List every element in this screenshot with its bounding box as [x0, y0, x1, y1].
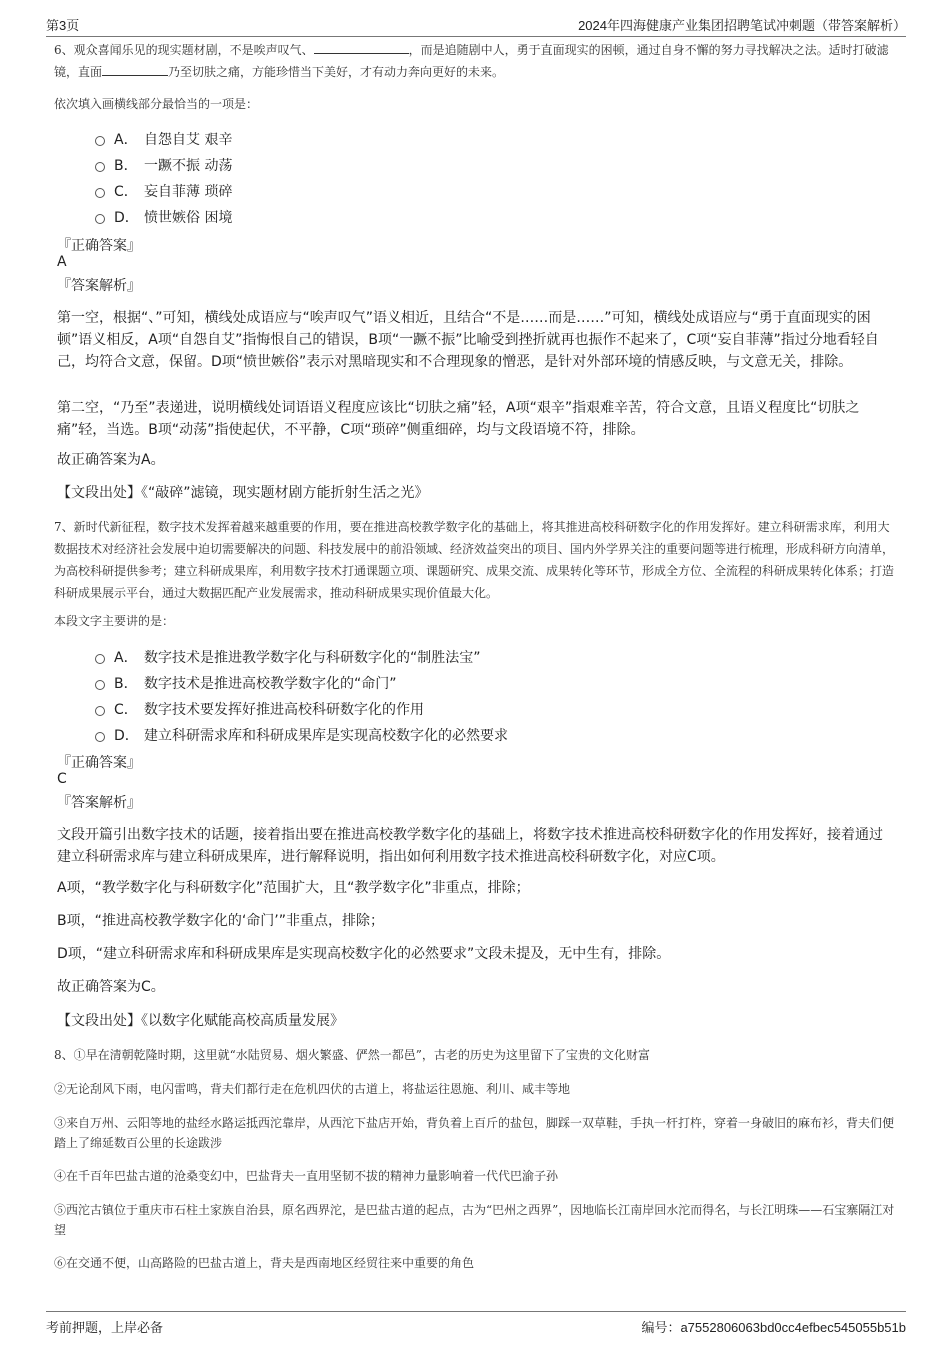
q6-conclusion: 故正确答案为A。	[57, 452, 165, 468]
page-footer	[46, 1311, 906, 1338]
q7-answer: C	[57, 771, 67, 787]
q6-blank-1	[314, 39, 409, 54]
q8-item-2: ②无论刮风下雨，电闪雷鸣，背夫们都行走在危机四伏的古道上，将盐运往恩施、利川、咸丰等地	[54, 1082, 571, 1096]
q6-option-a[interactable]: A． 自怨自艾 艰辛	[95, 126, 232, 152]
q7-analysis-1: 文段开篇引出数字技术的话题，接着指出要在推进高校教学数字化的基础上，将数字技术推进高校科研数字化的作用发挥好，接着通过建立科研需求库与建立科研成果库，进行解释说明，指出如何利用数字技术推进高校科研数字化，对应C项。	[57, 827, 883, 865]
q6-option-d[interactable]: D． 愤世嫉俗 困境	[95, 204, 232, 230]
q8-item-4: ④在千百年巴盐古道的沧桑变幻中，巴盐背夫一直用坚韧不拔的精神力量影响着一代代巴渝子孙	[54, 1169, 559, 1183]
q7-conclusion: 故正确答案为C。	[57, 979, 165, 995]
q6-analysis-1: 第一空，根据“、”可知，横线处成语应与“唉声叹气”语义相近，且结合“不是……而是……”可知，横线处成语应与“勇于直面现实的困顿”语义相反，A项“自怨自艾”指悔恨自己的错误，B项“一蹶不振”比喻受到挫折就再也振作不起来了，C项“妄自菲薄”指过分地看轻自己，均符合文意，保留。D项“愤世嫉俗”表示对黑暗现实和不合理现象的憎恶，是针对外部环境的情感反映，与文意无关，排除。	[57, 310, 879, 370]
q7-options	[95, 644, 508, 748]
q7-option-b[interactable]: B． 数字技术是推进高校教学数字化的“命门”	[95, 670, 508, 696]
radio-icon[interactable]	[95, 214, 105, 224]
q6-option-b[interactable]: B． 一蹶不振 动荡	[95, 152, 232, 178]
q6-source: 【文段出处】《“敲碎”滤镜，现实题材剧方能折射生活之光》	[57, 485, 429, 501]
q7-analysis-a: A项，“教学数字化与科研数字化”范围扩大，且“教学数字化”非重点，排除；	[57, 880, 530, 896]
q8-item-1: 8、①早在清朝乾隆时期，这里就“水陆贸易、烟火繁盛、俨然一都邑”，古老的历史为这里留下了宝贵的文化财富	[54, 1048, 650, 1062]
document-title: 2024年四海健康产业集团招聘笔试冲刺题（带答案解析）	[578, 18, 906, 33]
radio-icon[interactable]	[95, 706, 105, 716]
q7-prompt: 本段文字主要讲的是：	[54, 614, 175, 628]
q7-answer-label: 『正确答案』	[57, 755, 141, 771]
q6-stem: 6、观众喜闻乐见的现实题材剧，不是唉声叹气、 ，而是追随剧中人，勇于直面现实的困顿，通过自身不懈的努力寻找解决之法。适时打破滤镜，直面 乃至切肤之痛，方能珍惜当下美好，才有动力奔向更好的未来。	[54, 39, 900, 83]
footer-slogan: 考前押题，上岸必备	[46, 1320, 164, 1335]
page-header	[46, 12, 906, 37]
q8-item-5: ⑤西沱古镇位于重庆市石柱土家族自治县，原名西界沱，是巴盐古道的起点，古为“巴州之西界”，因地临长江南岸回水沱而得名，与长江明珠——石宝寨隔江对望	[54, 1203, 895, 1237]
radio-icon[interactable]	[95, 136, 105, 146]
radio-icon[interactable]	[95, 162, 105, 172]
q6-answer: A	[57, 254, 67, 270]
q7-source: 【文段出处】《以数字化赋能高校高质量发展》	[57, 1013, 344, 1029]
q6-prompt: 依次填入画横线部分最恰当的一项是：	[54, 97, 259, 111]
radio-icon[interactable]	[95, 732, 105, 742]
q6-blank-2	[102, 61, 168, 76]
q7-analysis-label: 『答案解析』	[57, 795, 141, 811]
q6-answer-label: 『正确答案』	[57, 238, 141, 254]
page-number: 第3页	[46, 18, 80, 33]
q8-item-6: ⑥在交通不便，山高路险的巴盐古道上，背夫是西南地区经贸往来中重要的角色	[54, 1256, 475, 1270]
q7-stem: 7、新时代新征程，数字技术发挥着越来越重要的作用，要在推进高校教学数字化的基础上，将其推进高校科研数字化的作用发挥好。建立科研需求库，利用大数据技术对经济社会发展中迫切需要解决的问题、科技发展中的前沿领域、经济效益突出的项目、国内外学界关注的重要问题等进行梳理，形成科研方向清单，为高校科研提供参考；建立科研成果库，利用数字技术打通课题立项、课题研究、成果交流、成果转化等环节，形成全方位、全流程的科研成果转化体系；打造科研成果展示平台，通过大数据匹配产业发展需求，推动科研成果实现价值最大化。	[54, 520, 895, 600]
q7-option-a[interactable]: A． 数字技术是推进教学数字化与科研数字化的“制胜法宝”	[95, 644, 508, 670]
radio-icon[interactable]	[95, 188, 105, 198]
q6-analysis-label: 『答案解析』	[57, 278, 141, 294]
q6-option-c[interactable]: C． 妄自菲薄 琐碎	[95, 178, 232, 204]
document-id: 编号：a7552806063bd0cc4efbec545055b51b	[641, 1320, 906, 1335]
q7-option-c[interactable]: C． 数字技术要发挥好推进高校科研数字化的作用	[95, 696, 508, 722]
q7-analysis-b: B项，“推进高校教学数字化的‘命门’”非重点，排除；	[57, 913, 385, 929]
q6-options	[95, 126, 232, 230]
radio-icon[interactable]	[95, 680, 105, 690]
q7-option-d[interactable]: D． 建立科研需求库和科研成果库是实现高校数字化的必然要求	[95, 722, 508, 748]
q6-analysis-2: 第二空，“乃至”表递进，说明横线处词语语义程度应该比“切肤之痛”轻，A项“艰辛”指艰难辛苦，符合文意，且语义程度比“切肤之痛”轻，当选。B项“动荡”指使起伏，不平静，C项“琐碎”侧重细碎，均与文段语境不符，排除。	[57, 400, 860, 438]
radio-icon[interactable]	[95, 654, 105, 664]
q7-analysis-d: D项，“建立科研需求库和科研成果库是实现高校数字化的必然要求”文段未提及，无中生有，排除。	[57, 946, 671, 962]
q8-item-3: ③来自万州、云阳等地的盐经水路运抵西沱靠岸，从西沱下盐店开始，背负着上百斤的盐包，脚踩一双草鞋，手执一杆打杵，穿着一身破旧的麻布衫，背夫们便踏上了绵延数百公里的长途跋涉	[54, 1116, 895, 1150]
